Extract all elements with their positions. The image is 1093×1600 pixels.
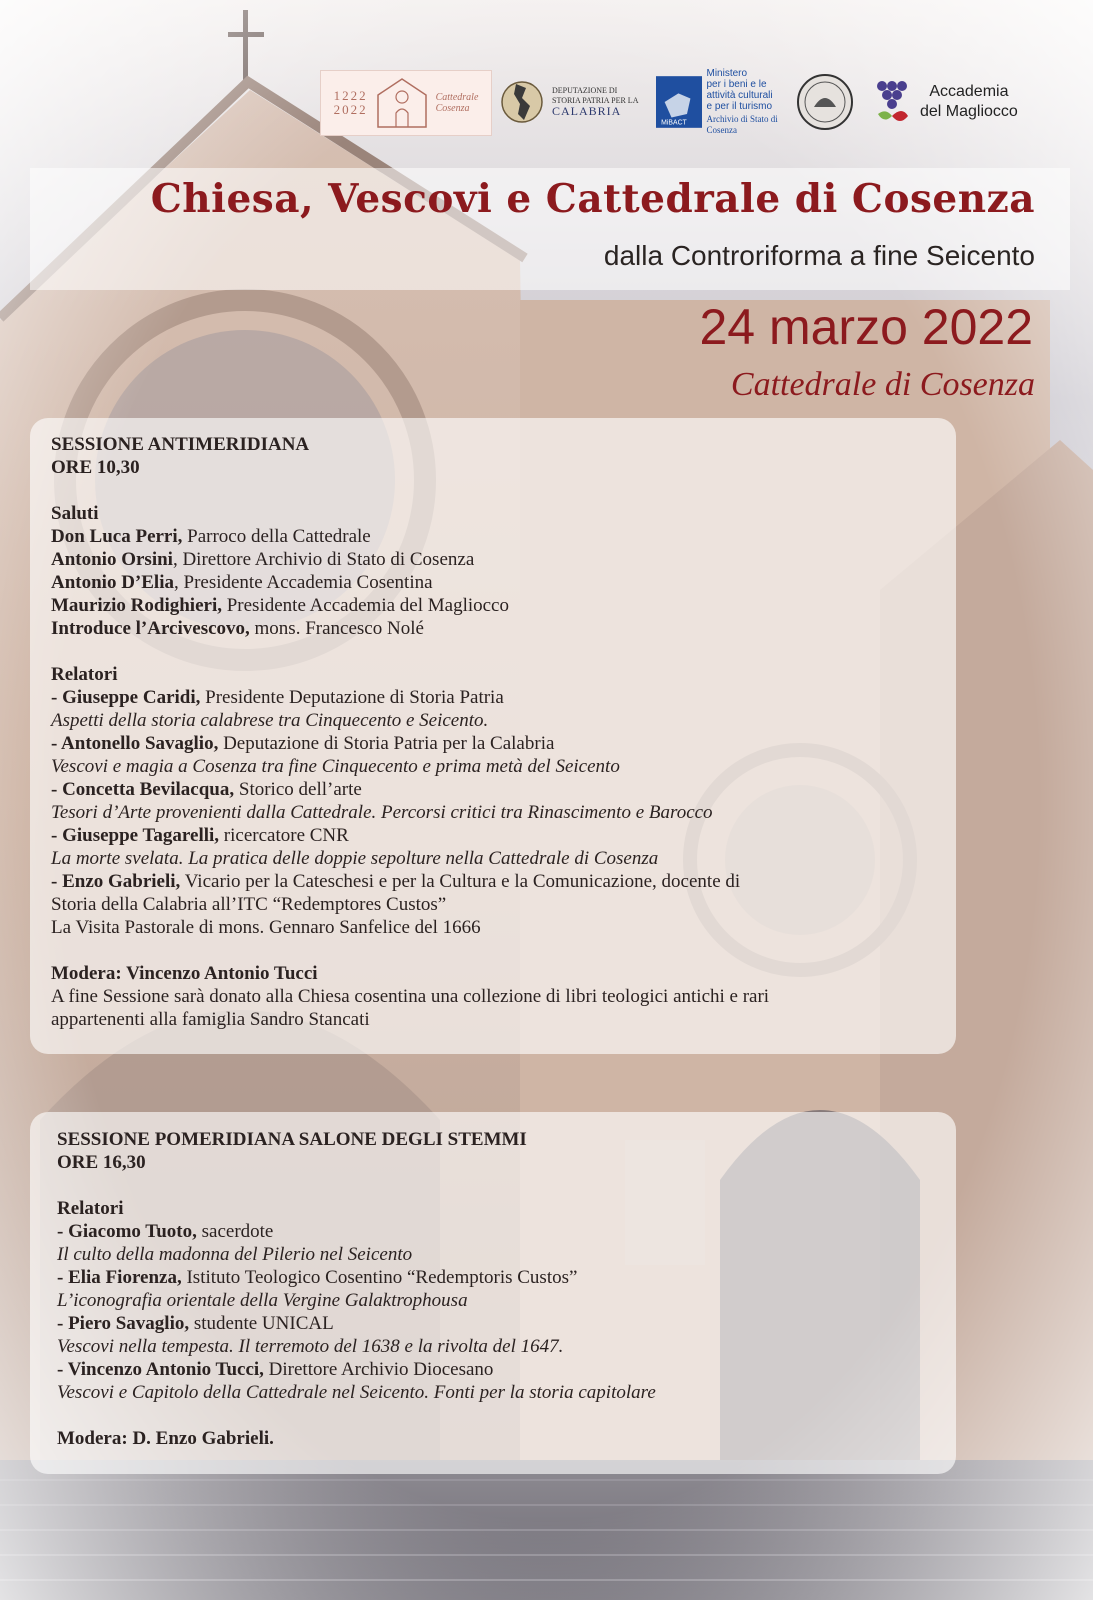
morning-note-line1: A fine Sessione sarà donato alla Chiesa cosentina una collezione di libri teologici antichi e rari [51, 986, 770, 1007]
ministero-logo-line2: per i beni e le [706, 79, 767, 90]
greeting-item [51, 617, 769, 640]
poster-title: Chiesa, Vescovi e Cattedrale di Cosenza [150, 176, 1035, 222]
talk-title: Tesori d’Arte provenienti dalla Cattedrale. Percorsi critici tra Rinascimento e Barocco [51, 802, 713, 823]
greeting-role: Parroco della Cattedrale [182, 526, 371, 547]
deputazione-logo-line1: DEPUTAZIONE DI [552, 86, 618, 95]
talk-title: L’iconografia orientale della Vergine Galaktrophousa [57, 1290, 468, 1311]
accademia-magliocco-line2: del Magliocco [920, 103, 1018, 120]
speaker-name: - Antonello Savaglio, [51, 733, 219, 754]
morning-note-line2: appartenenti alla famiglia Sandro Stancati [51, 1009, 370, 1030]
greeting-item [51, 594, 769, 617]
greeting-name: Maurizio Rodighieri, [51, 595, 222, 616]
greeting-role: Presidente Accademia del Magliocco [221, 595, 509, 616]
speaker-role: ricercatore CNR [219, 825, 349, 846]
greeting-item [51, 548, 769, 571]
speaker-item [51, 824, 769, 847]
morning-session-time: ORE 10,30 [51, 457, 140, 478]
ministero-logo-line3: attività culturali [706, 90, 773, 101]
talk-title: La Visita Pastorale di mons. Gennaro Sanfelice del 1666 [51, 917, 481, 938]
speaker-name: - Giuseppe Caridi, [51, 687, 201, 708]
greeting-role: , Presidente Accademia Cosentina [174, 572, 433, 593]
speaker-role-continued: Storia della Calabria all’ITC “Redemptores Custos” [51, 894, 447, 915]
grape-icon [872, 76, 912, 128]
speaker-item [57, 1358, 656, 1381]
speaker-role: studente UNICAL [189, 1313, 334, 1334]
speaker-name: - Vincenzo Antonio Tucci, [57, 1359, 264, 1380]
talk-title: Vescovi nella tempesta. Il terremoto del 1638 e la rivolta del 1647. [57, 1336, 564, 1357]
poster-subtitle: dalla Controriforma a fine Seicento [603, 240, 1035, 271]
speaker-item [57, 1220, 656, 1243]
speaker-item [51, 778, 769, 801]
cathedral-logo-years [334, 89, 368, 117]
calabria-map-icon [500, 74, 544, 130]
speaker-role: Direttore Archivio Diocesano [263, 1359, 494, 1380]
morning-session-content [51, 433, 769, 1031]
accademia-cosentina-seal [795, 70, 855, 134]
talk-title: Vescovi e magia a Cosenza tra fine Cinquecento e prima metà del Seicento [51, 756, 620, 777]
deputazione-logo-text [552, 86, 638, 118]
greeting-item [51, 525, 769, 548]
ministero-logo-line4: e per il turismo [706, 101, 773, 112]
afternoon-session-time: ORE 16,30 [57, 1152, 146, 1173]
speaker-role: Storico dell’arte [234, 779, 362, 800]
seal-icon [796, 73, 854, 131]
speaker-item [51, 686, 769, 709]
cathedral-logo-year-start: 1222 [333, 88, 368, 103]
morning-session-heading: SESSIONE ANTIMERIDIANA [51, 434, 310, 455]
speaker-role: Presidente Deputazione di Storia Patria [200, 687, 504, 708]
speaker-role: Istituto Teologico Cosentino “Redemptoris Custos” [181, 1267, 578, 1288]
speaker-name: - Elia Fiorenza, [57, 1267, 182, 1288]
afternoon-speakers-label: Relatori [57, 1198, 124, 1219]
afternoon-session-content [57, 1128, 656, 1450]
speaker-item [51, 732, 769, 755]
ministero-logo-text [706, 68, 796, 136]
archivio-stato-label: Archivio di Stato di Cosenza [706, 114, 778, 135]
speaker-role: sacerdote [196, 1221, 274, 1242]
accademia-magliocco-line1: Accademia [929, 83, 1009, 100]
greeting-name: Antonio Orsini [51, 549, 173, 570]
greetings-label: Saluti [51, 503, 99, 524]
cathedral-logo-name-line2: Cosenza [435, 103, 470, 114]
speaker-item [57, 1266, 656, 1289]
morning-speakers-label: Relatori [51, 664, 118, 685]
event-date: 24 marzo 2022 [699, 299, 1033, 355]
speaker-name: - Enzo Gabrieli, [51, 871, 181, 892]
greeting-role: , Direttore Archivio di Stato di Cosenza [172, 549, 475, 570]
cathedral-anniversary-logo [320, 70, 492, 136]
deputazione-logo [500, 70, 650, 134]
logo-strip [320, 70, 1060, 140]
deputazione-logo-line3: CALABRIA [552, 104, 622, 118]
afternoon-session-heading: SESSIONE POMERIDIANA SALONE DEGLI STEMMI [57, 1129, 527, 1150]
speaker-item [57, 1312, 656, 1335]
talk-title: La morte svelata. La pratica delle doppie sepolture nella Cattedrale di Cosenza [51, 848, 659, 869]
speaker-role: Vicario per la Cateschesi e per la Cultura e la Comunicazione, docente di [180, 871, 741, 892]
greeting-name: Don Luca Perri, [51, 526, 183, 547]
speaker-name: - Giacomo Tuoto, [57, 1221, 197, 1242]
talk-title: Vescovi e Capitolo della Cattedrale nel Seicento. Fonti per la storia capitolare [57, 1382, 656, 1403]
morning-moderator: Modera: Vincenzo Antonio Tucci [51, 963, 318, 984]
speaker-item [51, 870, 769, 893]
greeting-name: Introduce l’Arcivescovo, [51, 618, 250, 639]
cathedral-logo-name-line1: Cattedrale [435, 92, 479, 103]
afternoon-moderator: Modera: D. Enzo Gabrieli. [57, 1428, 274, 1449]
talk-title: Aspetti della storia calabrese tra Cinquecento e Seicento. [51, 710, 489, 731]
cathedral-logo-year-end: 2022 [333, 102, 368, 117]
ministero-logo-line1: Ministero [706, 68, 748, 79]
deputazione-logo-line2: STORIA PATRIA PER LA [552, 96, 639, 105]
mibact-badge-icon [656, 72, 702, 132]
cathedral-facade-icon [374, 77, 430, 129]
talk-title: Il culto della madonna del Pilerio nel Seicento [57, 1244, 413, 1265]
speaker-role: Deputazione di Storia Patria per la Calabria [218, 733, 555, 754]
accademia-magliocco-text [920, 82, 1018, 122]
greeting-item [51, 571, 769, 594]
cathedral-logo-name [436, 92, 479, 114]
speaker-name: - Giuseppe Tagarelli, [51, 825, 220, 846]
greeting-name: Antonio D’Elia [51, 572, 174, 593]
greeting-role: mons. Francesco Nolé [249, 618, 424, 639]
event-venue: Cattedrale di Cosenza [730, 366, 1035, 403]
accademia-magliocco-logo [872, 70, 1052, 134]
ministero-logo [656, 70, 796, 134]
speaker-name: - Piero Savaglio, [57, 1313, 190, 1334]
speaker-name: - Concetta Bevilacqua, [51, 779, 235, 800]
mibact-badge-label: MiBACT [661, 119, 687, 127]
